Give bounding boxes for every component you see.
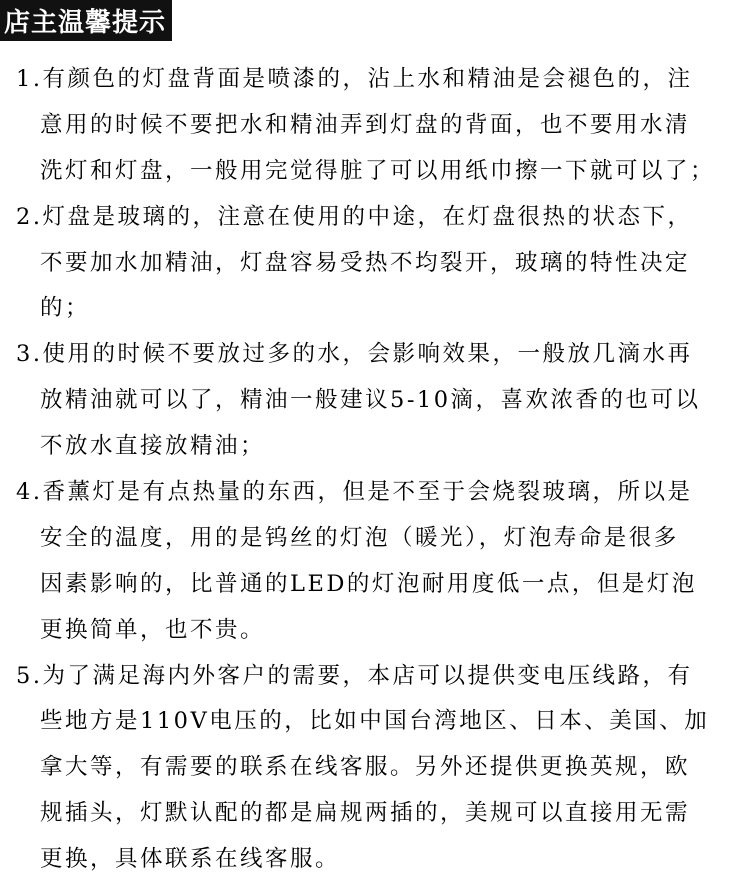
tip-line: 的； [40, 295, 91, 322]
tip-line [0, 57, 750, 103]
tip-number: 3. [16, 341, 43, 368]
tip-number: 1. [16, 66, 43, 92]
tip-number: 2. [16, 203, 43, 230]
tip-line: 更换，具体联系在线客服。 [40, 846, 341, 873]
tip-number: 5. [16, 662, 43, 689]
tip-text: 香薰灯是有点热量的东西，但是不至于会烧裂玻璃，所以是 [42, 479, 693, 506]
tip-line: 不要加水加精油，灯盘容易受热不均裂开，玻璃的特性决定 [40, 249, 691, 276]
tip-number: 4. [16, 479, 43, 506]
tip-text: 使用的时候不要放过多的水，会影响效果，一般放几滴水再 [42, 341, 693, 368]
tip-item-3 [0, 332, 750, 470]
tip-text: 灯盘是玻璃的，注意在使用的中途，在灯盘很热的状态下， [42, 203, 693, 230]
tip-line [0, 332, 750, 378]
tip-line: 不放水直接放精油； [40, 433, 266, 460]
tips-list [0, 57, 750, 883]
header-banner [0, 0, 172, 41]
tip-line [0, 470, 750, 516]
tip-line: 安全的温度，用的是钨丝的灯泡（暖光），灯泡寿命是很多 [40, 524, 679, 551]
tip-item-2 [0, 195, 750, 333]
tip-item-4 [0, 470, 750, 654]
tip-line [0, 654, 750, 700]
tip-item-5 [0, 654, 750, 883]
tip-line: 拿大等，有需要的联系在线客服。另外还提供更换英规，欧 [40, 754, 691, 781]
tip-line: 放精油就可以了，精油一般建议5-10滴，喜欢浓香的也可以 [40, 387, 701, 414]
tip-text: 有颜色的灯盘背面是喷漆的，沾上水和精油是会褪色的，注 [42, 66, 693, 92]
page-title: 店主温馨提示 [4, 8, 167, 38]
tip-line: 因素影响的，比普通的LED的灯泡耐用度低一点，但是灯泡 [40, 570, 697, 597]
tip-line: 些地方是110V电压的，比如中国台湾地区、日本、美国、加 [40, 708, 710, 735]
tip-item-1 [0, 57, 750, 195]
tip-line: 更换简单，也不贵。 [40, 616, 266, 643]
tip-line: 规插头，灯默认配的都是扁规两插的，美规可以直接用无需 [40, 800, 691, 827]
tip-line [0, 195, 750, 241]
tip-text: 为了满足海内外客户的需要，本店可以提供变电压线路，有 [42, 662, 693, 689]
tip-line: 意用的时候不要把水和精油弄到灯盘的背面，也不要用水清 [40, 111, 691, 138]
tip-line: 洗灯和灯盘，一般用完觉得脏了可以用纸巾擦一下就可以了； [40, 157, 716, 184]
